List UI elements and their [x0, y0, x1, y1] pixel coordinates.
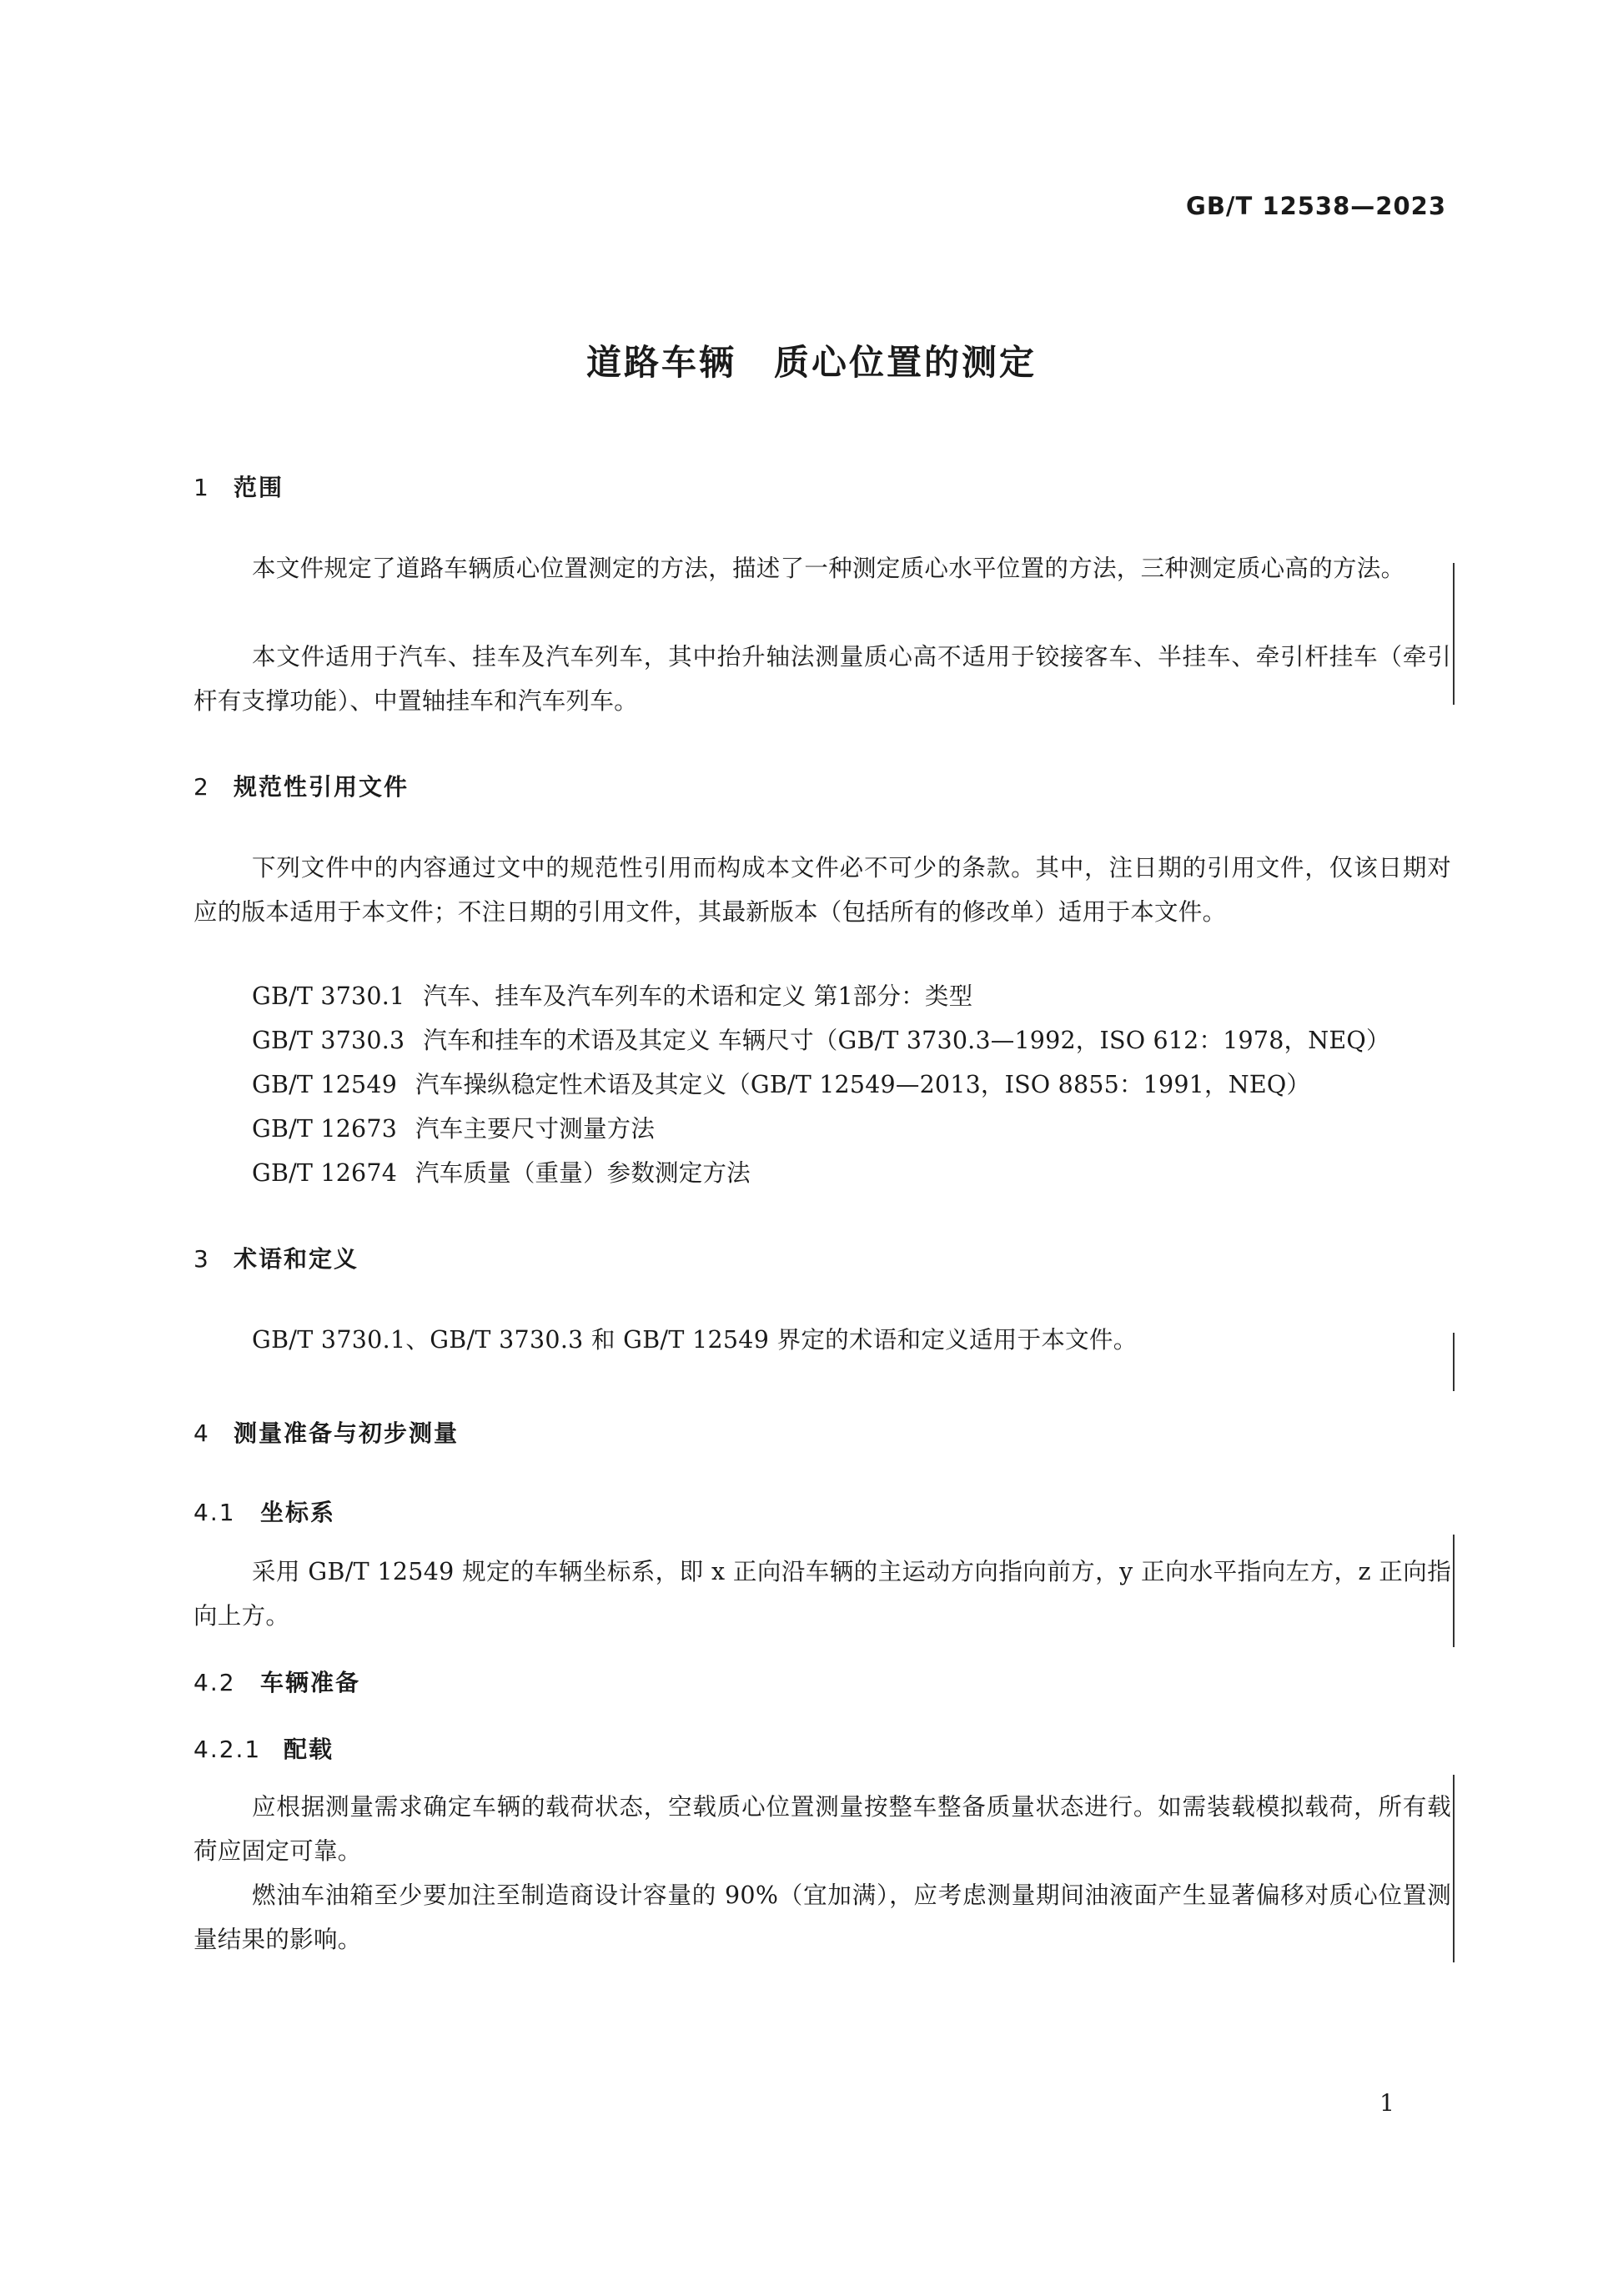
section-title: 测量准备与初步测量: [234, 1419, 460, 1447]
section-3-paragraph-1: GB/T 3730.1、GB/T 3730.3 和 GB/T 12549 界定的术语和定义适用于本文件。: [252, 1326, 1138, 1354]
reference-title: 汽车操纵稳定性术语及其定义（GB/T 12549—2013，ISO 8855：1991，NEQ）: [415, 1071, 1311, 1098]
reference-title: 汽车、挂车及汽车列车的术语和定义 第1部分：类型: [423, 982, 973, 1010]
section-number: 4.1: [193, 1499, 236, 1526]
section-title: 术语和定义: [234, 1245, 359, 1273]
reference-code: GB/T 12674: [252, 1159, 398, 1187]
reference-code: GB/T 12673: [252, 1115, 398, 1143]
reference-title: 汽车主要尺寸测量方法: [415, 1115, 656, 1143]
standard-code: GB/T 12538—2023: [1186, 192, 1446, 220]
section-4-2-1-paragraph-2: 燃油车油箱至少要加注至制造商设计容量的 90%（宜加满），应考虑测量期间油液面产生显著偏移对质心位置测量结果的影响。: [193, 1882, 1451, 1953]
reference-title: 汽车和挂车的术语及其定义 车辆尺寸（GB/T 3730.3—1992，ISO 612：1978，NEQ）: [423, 1027, 1390, 1054]
section-4-2-1-heading: [193, 1731, 334, 1765]
section-4-2-heading: [193, 1665, 360, 1698]
section-number: 1: [193, 474, 210, 501]
reference-code: GB/T 3730.3: [252, 1027, 405, 1054]
section-title: 范围: [234, 474, 284, 501]
reference-title: 汽车质量（重量）参数测定方法: [415, 1159, 751, 1187]
section-number: 4.2: [193, 1669, 236, 1696]
section-3-heading: [193, 1241, 359, 1274]
section-number: 3: [193, 1245, 210, 1273]
document-title: 道路车辆 质心位置的测定: [585, 342, 1037, 383]
section-number: 4: [193, 1419, 210, 1447]
section-1-paragraph-2: 本文件适用于汽车、挂车及汽车列车，其中抬升轴法测量质心高不适用于铰接客车、半挂车、牵引杆挂车（牵引杆有支撑功能）、中置轴挂车和汽车列车。: [193, 643, 1451, 715]
change-bar: [1453, 1535, 1455, 1647]
section-4-1-paragraph-1: 采用 GB/T 12549 规定的车辆坐标系，即 x 正向沿车辆的主运动方向指向前方，y 正向水平指向左方，z 正向指向上方。: [193, 1558, 1451, 1630]
change-bar: [1453, 1775, 1455, 1962]
section-title: 车辆准备: [260, 1669, 361, 1696]
section-2-heading: [193, 769, 409, 802]
section-title: 配载: [284, 1736, 334, 1763]
section-number: 2: [193, 773, 210, 801]
reference-item: [252, 1154, 751, 1188]
reference-item: [252, 1110, 655, 1144]
reference-code: GB/T 12549: [252, 1071, 398, 1098]
change-bar: [1453, 563, 1455, 705]
section-number: 4.2.1: [193, 1736, 262, 1763]
page-number: 1: [1379, 2089, 1394, 2117]
section-2-paragraph-1: 下列文件中的内容通过文中的规范性引用而构成本文件必不可少的条款。其中，注日期的引用文件，仅该日期对应的版本适用于本文件；不注日期的引用文件，其最新版本（包括所有的修改单）适用于本文件。: [193, 854, 1451, 926]
reference-item: [252, 1066, 1310, 1100]
section-4-heading: [193, 1415, 459, 1449]
reference-code: GB/T 3730.1: [252, 982, 405, 1010]
reference-item: [252, 1022, 1390, 1056]
section-4-2-1-paragraph-1: 应根据测量需求确定车辆的载荷状态，空载质心位置测量按整车整备质量状态进行。如需装载模拟载荷，所有载荷应固定可靠。: [193, 1793, 1451, 1865]
reference-item: [252, 977, 972, 1012]
change-bar: [1453, 1333, 1455, 1391]
section-4-1-heading: [193, 1495, 335, 1528]
section-title: 坐标系: [260, 1499, 336, 1526]
section-title: 规范性引用文件: [234, 773, 410, 801]
section-1-heading: [193, 470, 284, 503]
section-1-paragraph-1: 本文件规定了道路车辆质心位置测定的方法，描述了一种测定质心水平位置的方法，三种测定质心高的方法。: [252, 555, 1405, 582]
